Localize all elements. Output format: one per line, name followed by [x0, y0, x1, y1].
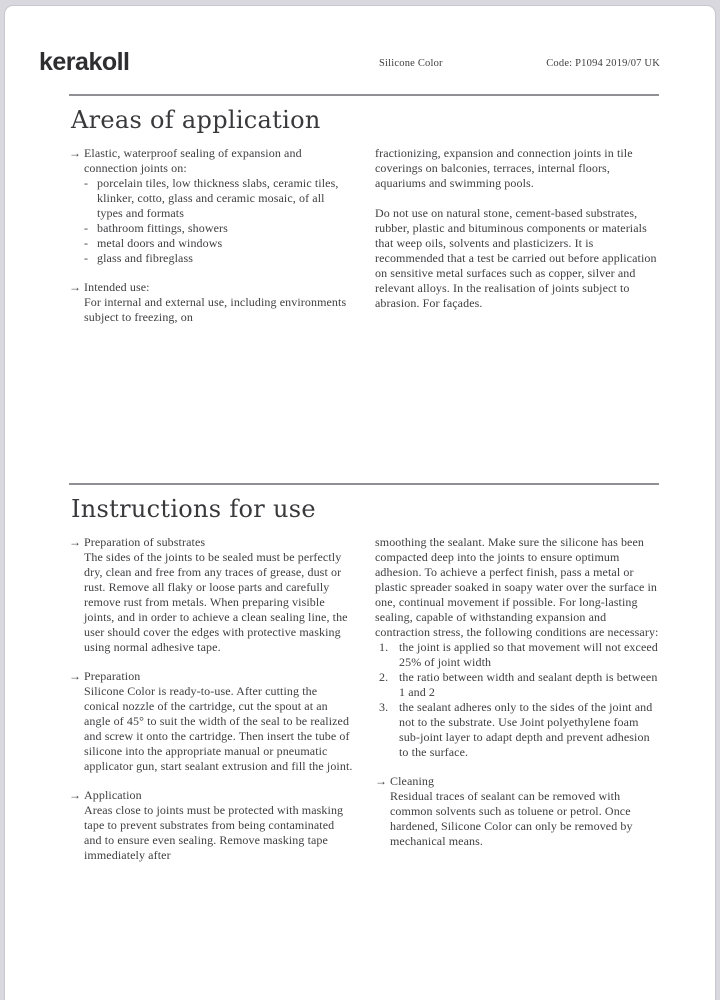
- cleaning-body: [390, 774, 659, 849]
- instructions-right-column: [375, 535, 659, 863]
- preparation-substrates-body: [84, 535, 353, 655]
- areas-continuation-paragraph: fractionizing, expansion and connection joints in tile coverings on balconies, terraces, internal floors, aquariums and swimming pools.: [375, 146, 633, 190]
- list-item: [84, 251, 353, 266]
- list-item: [375, 700, 659, 760]
- list-item: [84, 221, 353, 236]
- application-body: [84, 788, 353, 863]
- list-item: [375, 640, 659, 670]
- condition-text: the sealant adheres only to the sides of the joint and not to the substrate. Use Joint polyethylene foam sub-joint layer to adapt depth and prevent adhesion to the surface.: [399, 700, 653, 759]
- preparation-text: Silicone Color is ready-to-use. After cutting the conical nozzle of the cartridge, cut the spout at an angle of 45° to suit the width of the seal to be realized and screw it onto the cartridge. Then insert the tube of silicone into the appropriate manual or pneumatic applicator gun, start sealant extrusion and fill the joint.: [84, 684, 353, 773]
- condition-text: the joint is applied so that movement will not exceed 25% of joint width: [399, 640, 658, 669]
- bullet-text: glass and fibreglass: [97, 251, 193, 265]
- areas-item-sealing-body: [84, 146, 353, 266]
- instructions-left-column: [69, 535, 353, 863]
- condition-number: 2.: [379, 670, 389, 684]
- preparation-lead: Preparation: [84, 669, 141, 683]
- bullet-text: porcelain tiles, low thickness slabs, ceramic tiles, klinker, cotto, glass and ceramic mosaic, of all types and formats: [97, 176, 339, 220]
- dash-icon: -: [84, 176, 89, 190]
- arrow-icon: →: [69, 535, 82, 549]
- section-areas-of-application: [69, 94, 659, 483]
- arrow-icon: →: [69, 669, 82, 683]
- arrow-icon: →: [69, 146, 82, 160]
- areas-item-sealing-lead: Elastic, waterproof sealing of expansion and connection joints on:: [84, 146, 302, 175]
- application-text: Areas close to joints must be protected with masking tape to prevent substrates from being contaminated and to ensure even sealing. Remove masking tape immediately after: [84, 803, 344, 862]
- areas-item-sealing: [69, 146, 353, 266]
- areas-bullet-list: [84, 176, 353, 266]
- arrow-icon: →: [69, 788, 82, 802]
- condition-number: 1.: [379, 640, 389, 654]
- list-item: [375, 670, 659, 700]
- section-title-areas: Areas of application: [71, 106, 321, 134]
- instructions-item-preparation: [69, 669, 353, 774]
- dash-icon: -: [84, 251, 89, 265]
- page-header: [5, 6, 715, 94]
- areas-columns: [69, 146, 659, 325]
- areas-right-column: [375, 146, 659, 325]
- condition-text: the ratio between width and sealant depth is between 1 and 2: [399, 670, 658, 699]
- bullet-text: bathroom fittings, showers: [97, 221, 228, 235]
- intended-use-text: For internal and external use, including environments subject to freezing, on: [84, 295, 347, 324]
- instructions-columns: [69, 535, 659, 863]
- section-divider: [69, 483, 659, 485]
- arrow-icon: →: [69, 280, 82, 294]
- areas-left-column: [69, 146, 353, 325]
- cleaning-lead: Cleaning: [390, 774, 435, 788]
- instructions-item-cleaning: [375, 774, 659, 849]
- application-lead: Application: [84, 788, 142, 802]
- section-title-instructions: Instructions for use: [71, 495, 316, 523]
- cleaning-text: Residual traces of sealant can be removed with common solvents such as toluene or petrol. Once hardened, Silicone Color can only be removed by mechanical means.: [390, 789, 633, 848]
- list-item: [84, 176, 353, 221]
- preparation-body: [84, 669, 353, 774]
- bullet-text: metal doors and windows: [97, 236, 223, 250]
- dash-icon: -: [84, 236, 89, 250]
- areas-item-intended-use: [69, 280, 353, 325]
- section-instructions-for-use: [69, 483, 659, 863]
- list-item: [84, 236, 353, 251]
- arrow-icon: →: [375, 774, 388, 788]
- datasheet-page: [4, 5, 716, 1000]
- condition-number: 3.: [379, 700, 389, 714]
- instructions-continuation-paragraph: smoothing the sealant. Make sure the silicone has been compacted deep into the joints to ensure optimum adhesion. To achieve a perfect finish, pass a metal or plastic spreader soaked in soapy water over the surface in one, continual movement if possible. For long-lasting sealing, capable of withstanding expansion and contraction stress, the following conditions are necessary:: [375, 535, 659, 639]
- document-code: Code: P1094 2019/07 UK: [546, 58, 660, 69]
- section-divider: [69, 94, 659, 96]
- intended-use-lead: Intended use:: [84, 280, 150, 294]
- page-content: [5, 94, 715, 863]
- dash-icon: -: [84, 221, 89, 235]
- kerakoll-logo: kerakoll: [39, 48, 130, 76]
- document-title: Silicone Color: [379, 58, 443, 69]
- instructions-item-preparation-substrates: [69, 535, 353, 655]
- areas-warning-paragraph: Do not use on natural stone, cement-based substrates, rubber, plastic and bituminous components or materials that weep oils, solvents and plasticizers. It is recommended that a test be carried out before application on sensitive metal surfaces such as copper, silver and relevant alloys. In the realisation of joints subject to abrasion. For façades.: [375, 206, 657, 310]
- preparation-substrates-text: The sides of the joints to be sealed must be perfectly dry, clean and free from any traces of grease, dust or rust. Remove all flaky or loose parts and carefully remove rust from metals. When preparing visible joints, and in order to achieve a clean sealing line, the user should cover the edges with protective masking using normal adhesive tape.: [84, 550, 348, 654]
- preparation-substrates-lead: Preparation of substrates: [84, 535, 206, 549]
- areas-item-intended-use-body: [84, 280, 353, 325]
- conditions-list: [375, 640, 659, 760]
- instructions-item-application: [69, 788, 353, 863]
